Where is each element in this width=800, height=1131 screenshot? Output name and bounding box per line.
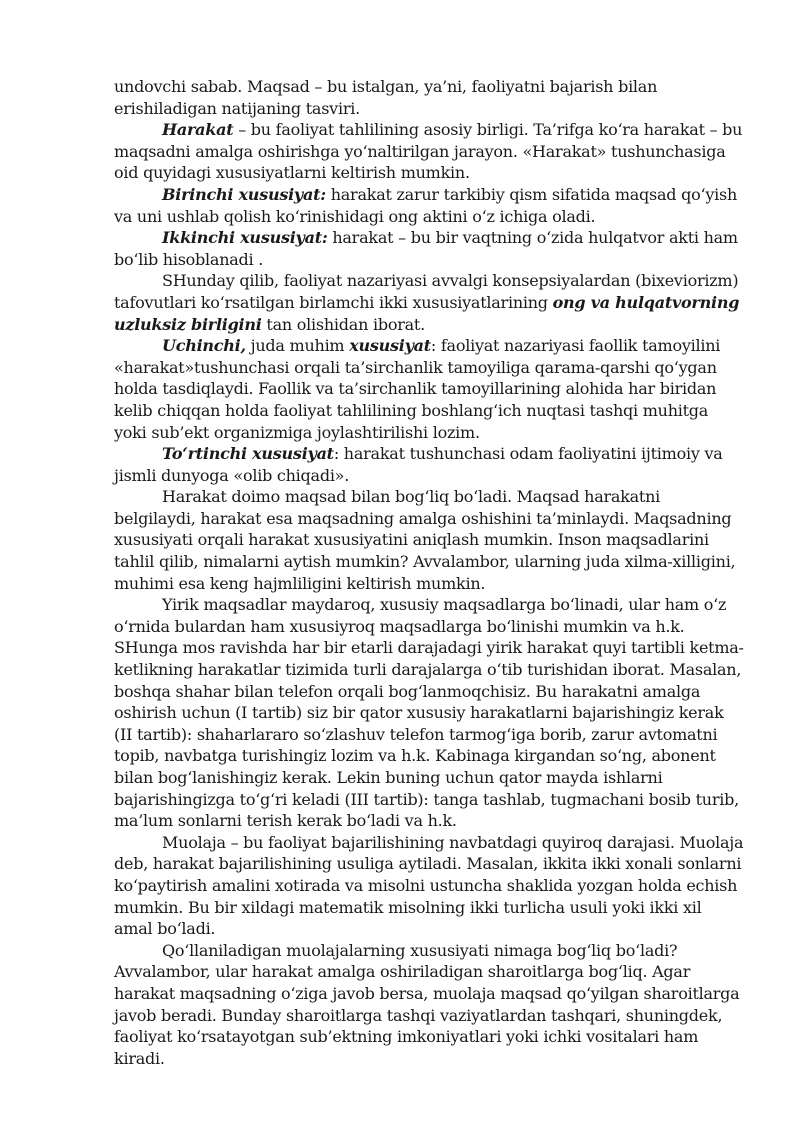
emphasized-term: Uchinchi, <box>162 336 246 356</box>
paragraph <box>114 486 744 594</box>
emphasized-term: To‘rtinchi xususiyat <box>162 444 334 464</box>
paragraph <box>114 335 744 443</box>
paragraph <box>114 227 744 270</box>
emphasized-term: ong va hulqatvorning uzluksiz birligini <box>114 292 740 334</box>
paragraph <box>114 594 744 832</box>
paragraph <box>114 443 744 486</box>
emphasized-term: Birinchi xususiyat: <box>162 184 326 204</box>
body-text: : faoliyat nazariyasi faollik tamoyilini «harakat»tushunchasi orqali ta’sirchanlik tamoyiliga qarama-qarshi qo‘ygan holda tasdiqlaydi. Faollik va ta’sirchanlik tamoyillarining alohida har biridan kelib chiqqan holda faoliyat tahlilining boshlang‘ich nuqtasi tashqi muhitga yoki sub’ekt organizmiga joylashtirilishi lozim. <box>114 336 721 442</box>
paragraph <box>114 119 744 184</box>
emphasized-term: Harakat <box>162 120 234 140</box>
body-text: Muolaja – bu faoliyat bajarilishining navbatdagi quyiroq darajasi. Muolaja deb, harakat bajarilishining usuliga aytiladi. Masalan, ikkita ikki xonali sonlarni ko‘paytirish amalini xotirada va misolni ustuncha shaklida yozgan holda echish mumkin. Bu bir xildagi matematik misolning ikki turlicha usuli yoki ikki xil amal bo‘ladi. <box>114 832 744 939</box>
emphasized-term: xususiyat <box>349 336 431 356</box>
body-text: Qo‘llaniladigan muolajalarning xususiyati nimaga bog‘liq bo‘ladi? Avvalambor, ular harakat amalga oshiriladigan sharoitlarga bog‘liq. Agar harakat maqsadning o‘ziga javob bersa, muolaja maqsad qo‘yilgan sharoitlarga javob beradi. Bunday sharoitlarga tashqi vaziyatlardan tashqari, shuningdek, faoliyat ko‘rsatayotgan sub’ektning imkoniyatlari yoki ichki vositalari ham kiradi. <box>114 940 740 1068</box>
paragraph <box>114 832 744 940</box>
body-text: juda muhim <box>245 336 350 356</box>
body-text: Harakat doimo maqsad bilan bog‘liq bo‘ladi. Maqsad harakatni belgilaydi, harakat esa maqsadning amalga oshishini ta’minlaydi. Maqsadning xususiyati orqali harakat xususiyatini aniqlash mumkin. Inson maqsadlarini tahlil qilib, nimalarni aytish mumkin? Avvalambor, ularning juda xilma-xilligini, muhimi esa keng hajmliligini keltirish mumkin. <box>114 487 736 593</box>
emphasized-term: Ikkinchi xususiyat: <box>162 228 328 248</box>
body-text: harakat – bu bir vaqtning o‘zida hulqatvor akti ham bo‘lib hisoblanadi . <box>114 228 738 269</box>
body-text: undovchi sabab. Maqsad – bu istalgan, ya’ni, faoliyatni bajarish bilan erishiladigan natijaning tasviri. <box>114 77 658 118</box>
body-text: tan olishidan iborat. <box>261 314 425 334</box>
body-text: : harakat tushunchasi odam faoliyatini ijtimoiy va jismli dunyoga «olib chiqadi». <box>114 444 723 485</box>
body-text: harakat zarur tarkibiy qism sifatida maqsad qo‘yish va uni ushlab qolish ko‘rinishidagi ong aktini o‘z ichiga oladi. <box>114 184 738 226</box>
paragraph <box>114 940 744 1070</box>
paragraph <box>114 184 744 227</box>
paragraph <box>114 270 744 335</box>
body-text: SHunday qilib, faoliyat nazariyasi avvalgi konsepsiyalardan (bixeviorizm) tafovutlari ko‘rsatilgan birlamchi ikki xususiyatlarining <box>114 271 739 312</box>
body-text: Yirik maqsadlar maydaroq, xususiy maqsadlarga bo‘linadi, ular ham o‘z o‘rnida bulardan ham xususiyroq maqsadlarga bo‘linishi mumkin va h.k. SHunga mos ravishda har bir etarli darajadagi yirik harakat quyi tartibli ketma-ketlikning harakatlar tizimida turli darajalarga o‘tib turishidan iborat. Masalan, boshqa shahar bilan telefon orqali bog‘lanmoqchisiz. Bu harakatni amalga oshirish uchun (I tartib) siz bir qator xususiy harakatlarni bajarishingiz kerak (II tartib): shaharlararo so‘zlashuv telefon tarmog‘iga borib, zarur avtomatni topib, navbatga turishingiz lozim va h.k. Kabinaga kirgandan so‘ng, abonent bilan bog‘lanishingiz kerak. Lekin buning uchun qator mayda ishlarni bajarishingizga to‘g‘ri keladi (III tartib): tanga tashlab, tugmachani bosib turib, ma’lum sonlarni terish kerak bo‘ladi va h.k. <box>114 595 744 831</box>
paragraph <box>114 76 744 119</box>
body-text: – bu faoliyat tahlilining asosiy birligi. Ta’rifga ko‘ra harakat – bu maqsadni amalga oshirishga yo‘naltirilgan jarayon. «Harakat» tushunchasiga oid quyidagi xususiyatlarni keltirish mumkin. <box>114 120 743 183</box>
document-page <box>114 76 744 1069</box>
